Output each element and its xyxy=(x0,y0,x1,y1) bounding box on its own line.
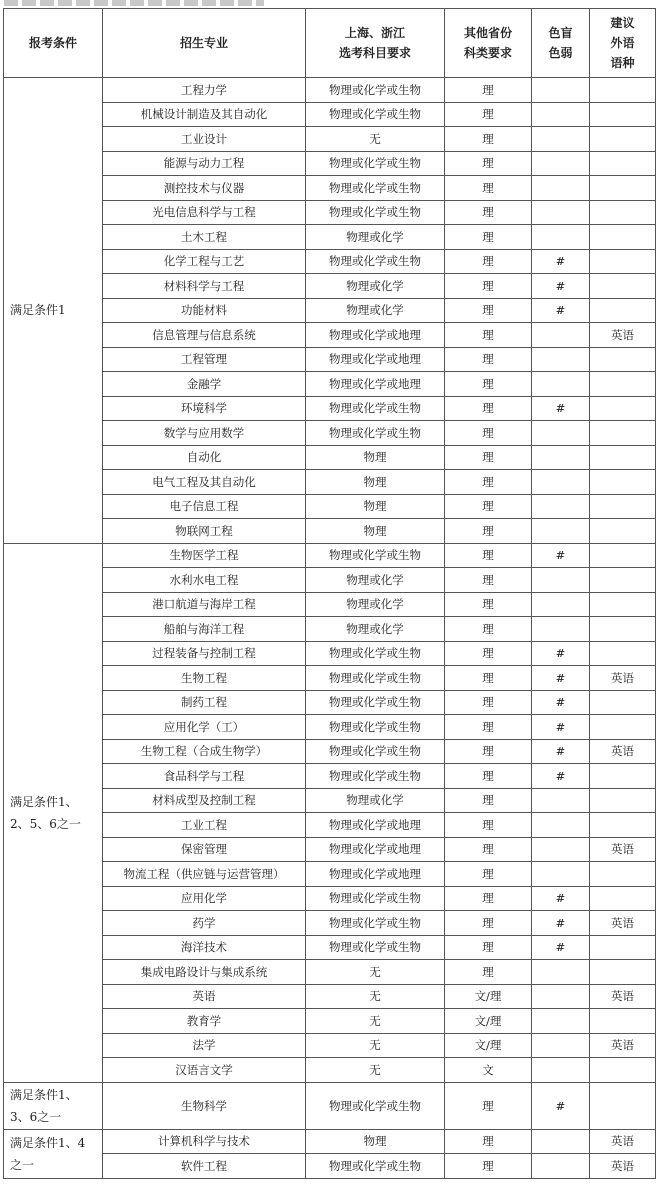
color-blind-mark-cell xyxy=(532,519,590,544)
subject-requirement-cell: 物理或化学或生物 xyxy=(306,886,445,911)
color-blind-mark-cell: # xyxy=(532,935,590,960)
color-blind-mark-cell: # xyxy=(532,1082,590,1129)
color-blind-mark-cell xyxy=(532,421,590,446)
category-requirement-cell: 理 xyxy=(445,78,532,103)
major-cell: 应用化学（工） xyxy=(103,715,306,740)
subject-requirement-cell: 物理或化学或生物 xyxy=(306,666,445,691)
subject-requirement-cell: 物理或化学 xyxy=(306,617,445,642)
subject-requirement-cell: 物理或化学或生物 xyxy=(306,715,445,740)
major-cell: 制药工程 xyxy=(103,690,306,715)
major-cell: 机械设计制造及其自动化 xyxy=(103,102,306,127)
table-row xyxy=(4,1129,656,1154)
suggested-language-cell xyxy=(590,274,656,299)
subject-requirement-cell: 物理或化学 xyxy=(306,568,445,593)
category-requirement-cell: 理 xyxy=(445,788,532,813)
condition-cell: 满足条件1 xyxy=(4,78,103,544)
major-cell: 水利水电工程 xyxy=(103,568,306,593)
subject-requirement-cell: 物理或化学或生物 xyxy=(306,764,445,789)
category-requirement-cell: 理 xyxy=(445,151,532,176)
suggested-language-cell xyxy=(590,715,656,740)
major-cell: 生物工程（合成生物学） xyxy=(103,739,306,764)
category-requirement-cell: 理 xyxy=(445,347,532,372)
suggested-language-cell xyxy=(590,102,656,127)
major-cell: 光电信息科学与工程 xyxy=(103,200,306,225)
subject-requirement-cell: 物理 xyxy=(306,445,445,470)
category-requirement-cell: 理 xyxy=(445,102,532,127)
category-requirement-cell: 理 xyxy=(445,445,532,470)
category-requirement-cell: 理 xyxy=(445,323,532,348)
major-cell: 信息管理与信息系统 xyxy=(103,323,306,348)
subject-requirement-cell: 物理 xyxy=(306,470,445,495)
category-requirement-cell: 理 xyxy=(445,911,532,936)
table-row xyxy=(4,78,656,103)
color-blind-mark-cell xyxy=(532,102,590,127)
header-shanghai-zhejiang: 上海、浙江 选考科目要求 xyxy=(306,9,445,78)
category-requirement-cell: 理 xyxy=(445,1082,532,1129)
header-major: 招生专业 xyxy=(103,9,306,78)
color-blind-mark-cell xyxy=(532,470,590,495)
color-blind-mark-cell xyxy=(532,176,590,201)
major-cell: 保密管理 xyxy=(103,837,306,862)
major-cell: 工程管理 xyxy=(103,347,306,372)
category-requirement-cell: 理 xyxy=(445,372,532,397)
color-blind-mark-cell: # xyxy=(532,298,590,323)
major-cell: 物联网工程 xyxy=(103,519,306,544)
major-cell: 过程装备与控制工程 xyxy=(103,641,306,666)
subject-requirement-cell: 物理或化学或生物 xyxy=(306,1082,445,1129)
subject-requirement-cell: 物理或化学或生物 xyxy=(306,690,445,715)
category-requirement-cell: 理 xyxy=(445,225,532,250)
color-blind-mark-cell xyxy=(532,1009,590,1034)
category-requirement-cell: 理 xyxy=(445,519,532,544)
subject-requirement-cell: 无 xyxy=(306,960,445,985)
category-requirement-cell: 理 xyxy=(445,617,532,642)
header-row xyxy=(4,9,656,78)
major-cell: 软件工程 xyxy=(103,1154,306,1179)
major-cell: 测控技术与仪器 xyxy=(103,176,306,201)
top-cropped-text-line xyxy=(4,0,264,6)
color-blind-mark-cell: # xyxy=(532,666,590,691)
subject-requirement-cell: 物理或化学或地理 xyxy=(306,813,445,838)
suggested-language-cell: 英语 xyxy=(590,323,656,348)
major-cell: 能源与动力工程 xyxy=(103,151,306,176)
category-requirement-cell: 理 xyxy=(445,1129,532,1154)
suggested-language-cell: 英语 xyxy=(590,911,656,936)
color-blind-mark-cell xyxy=(532,347,590,372)
subject-requirement-cell: 物理或化学或生物 xyxy=(306,78,445,103)
color-blind-mark-cell: # xyxy=(532,641,590,666)
suggested-language-cell xyxy=(590,592,656,617)
suggested-language-cell xyxy=(590,935,656,960)
color-blind-mark-cell: # xyxy=(532,715,590,740)
subject-requirement-cell: 无 xyxy=(306,1033,445,1058)
category-requirement-cell: 理 xyxy=(445,200,532,225)
subject-requirement-cell: 物理或化学或生物 xyxy=(306,176,445,201)
condition-cell: 满足条件1、4 之一 xyxy=(4,1129,103,1178)
major-cell: 计算机科学与技术 xyxy=(103,1129,306,1154)
color-blind-mark-cell xyxy=(532,1129,590,1154)
subject-requirement-cell: 无 xyxy=(306,127,445,152)
suggested-language-cell xyxy=(590,543,656,568)
subject-requirement-cell: 物理或化学或生物 xyxy=(306,1154,445,1179)
condition-cell: 满足条件1、 3、6之一 xyxy=(4,1082,103,1129)
suggested-language-cell xyxy=(590,127,656,152)
subject-requirement-cell: 物理 xyxy=(306,1129,445,1154)
category-requirement-cell: 理 xyxy=(445,813,532,838)
major-cell: 药学 xyxy=(103,911,306,936)
major-cell: 电气工程及其自动化 xyxy=(103,470,306,495)
subject-requirement-cell: 物理或化学 xyxy=(306,274,445,299)
subject-requirement-cell: 物理或化学或生物 xyxy=(306,200,445,225)
major-cell: 工程力学 xyxy=(103,78,306,103)
header-color-blind: 色盲 色弱 xyxy=(532,9,590,78)
subject-requirement-cell: 物理或化学 xyxy=(306,788,445,813)
color-blind-mark-cell xyxy=(532,127,590,152)
suggested-language-cell xyxy=(590,445,656,470)
suggested-language-cell xyxy=(590,788,656,813)
subject-requirement-cell: 物理或化学或地理 xyxy=(306,347,445,372)
subject-requirement-cell: 物理或化学或地理 xyxy=(306,862,445,887)
major-cell: 自动化 xyxy=(103,445,306,470)
suggested-language-cell xyxy=(590,862,656,887)
color-blind-mark-cell xyxy=(532,617,590,642)
major-cell: 工业工程 xyxy=(103,813,306,838)
table-row xyxy=(4,543,656,568)
suggested-language-cell xyxy=(590,151,656,176)
suggested-language-cell xyxy=(590,249,656,274)
subject-requirement-cell: 物理或化学或生物 xyxy=(306,543,445,568)
suggested-language-cell xyxy=(590,568,656,593)
suggested-language-cell xyxy=(590,396,656,421)
subject-requirement-cell: 物理或化学或生物 xyxy=(306,421,445,446)
category-requirement-cell: 理 xyxy=(445,249,532,274)
color-blind-mark-cell xyxy=(532,568,590,593)
suggested-language-cell xyxy=(590,372,656,397)
color-blind-mark-cell xyxy=(532,837,590,862)
subject-requirement-cell: 物理或化学或生物 xyxy=(306,911,445,936)
major-cell: 法学 xyxy=(103,1033,306,1058)
header-language: 建议 外语 语种 xyxy=(590,9,656,78)
suggested-language-cell: 英语 xyxy=(590,1129,656,1154)
color-blind-mark-cell: # xyxy=(532,274,590,299)
subject-requirement-cell: 无 xyxy=(306,1009,445,1034)
major-cell: 船舶与海洋工程 xyxy=(103,617,306,642)
header-other-provinces: 其他省份 科类要求 xyxy=(445,9,532,78)
category-requirement-cell: 理 xyxy=(445,543,532,568)
major-cell: 电子信息工程 xyxy=(103,494,306,519)
major-cell: 土木工程 xyxy=(103,225,306,250)
suggested-language-cell: 英语 xyxy=(590,1033,656,1058)
suggested-language-cell: 英语 xyxy=(590,1154,656,1179)
subject-requirement-cell: 物理或化学或生物 xyxy=(306,151,445,176)
subject-requirement-cell: 物理或化学或生物 xyxy=(306,935,445,960)
major-cell: 化学工程与工艺 xyxy=(103,249,306,274)
category-requirement-cell: 理 xyxy=(445,960,532,985)
color-blind-mark-cell: # xyxy=(532,911,590,936)
subject-requirement-cell: 物理或化学 xyxy=(306,592,445,617)
category-requirement-cell: 理 xyxy=(445,298,532,323)
major-cell: 生物工程 xyxy=(103,666,306,691)
category-requirement-cell: 理 xyxy=(445,641,532,666)
suggested-language-cell xyxy=(590,813,656,838)
color-blind-mark-cell xyxy=(532,372,590,397)
subject-requirement-cell: 无 xyxy=(306,984,445,1009)
suggested-language-cell xyxy=(590,617,656,642)
suggested-language-cell xyxy=(590,298,656,323)
admission-requirements-table xyxy=(3,8,656,1179)
category-requirement-cell: 理 xyxy=(445,127,532,152)
color-blind-mark-cell: # xyxy=(532,543,590,568)
suggested-language-cell xyxy=(590,200,656,225)
subject-requirement-cell: 物理或化学或地理 xyxy=(306,372,445,397)
suggested-language-cell xyxy=(590,1009,656,1034)
color-blind-mark-cell xyxy=(532,200,590,225)
major-cell: 金融学 xyxy=(103,372,306,397)
subject-requirement-cell: 物理或化学 xyxy=(306,225,445,250)
category-requirement-cell: 理 xyxy=(445,470,532,495)
suggested-language-cell xyxy=(590,347,656,372)
major-cell: 数学与应用数学 xyxy=(103,421,306,446)
color-blind-mark-cell xyxy=(532,494,590,519)
suggested-language-cell xyxy=(590,886,656,911)
suggested-language-cell xyxy=(590,1082,656,1129)
color-blind-mark-cell xyxy=(532,225,590,250)
suggested-language-cell: 英语 xyxy=(590,984,656,1009)
suggested-language-cell xyxy=(590,421,656,446)
color-blind-mark-cell: # xyxy=(532,396,590,421)
suggested-language-cell xyxy=(590,690,656,715)
category-requirement-cell: 理 xyxy=(445,935,532,960)
category-requirement-cell: 理 xyxy=(445,739,532,764)
color-blind-mark-cell xyxy=(532,1033,590,1058)
category-requirement-cell: 理 xyxy=(445,715,532,740)
major-cell: 环境科学 xyxy=(103,396,306,421)
color-blind-mark-cell xyxy=(532,1058,590,1083)
suggested-language-cell xyxy=(590,470,656,495)
subject-requirement-cell: 物理或化学 xyxy=(306,298,445,323)
category-requirement-cell: 理 xyxy=(445,396,532,421)
major-cell: 食品科学与工程 xyxy=(103,764,306,789)
condition-cell: 满足条件1、 2、5、6之一 xyxy=(4,543,103,1082)
color-blind-mark-cell: # xyxy=(532,739,590,764)
category-requirement-cell: 理 xyxy=(445,764,532,789)
major-cell: 集成电路设计与集成系统 xyxy=(103,960,306,985)
table-row xyxy=(4,1082,656,1129)
major-cell: 英语 xyxy=(103,984,306,1009)
major-cell: 工业设计 xyxy=(103,127,306,152)
color-blind-mark-cell xyxy=(532,1154,590,1179)
subject-requirement-cell: 物理或化学或地理 xyxy=(306,323,445,348)
subject-requirement-cell: 物理或化学或生物 xyxy=(306,249,445,274)
subject-requirement-cell: 物理或化学或生物 xyxy=(306,739,445,764)
suggested-language-cell: 英语 xyxy=(590,666,656,691)
category-requirement-cell: 理 xyxy=(445,690,532,715)
subject-requirement-cell: 物理 xyxy=(306,494,445,519)
subject-requirement-cell: 物理或化学或生物 xyxy=(306,396,445,421)
category-requirement-cell: 理 xyxy=(445,421,532,446)
major-cell: 应用化学 xyxy=(103,886,306,911)
suggested-language-cell xyxy=(590,764,656,789)
color-blind-mark-cell: # xyxy=(532,886,590,911)
suggested-language-cell: 英语 xyxy=(590,739,656,764)
category-requirement-cell: 理 xyxy=(445,886,532,911)
color-blind-mark-cell xyxy=(532,323,590,348)
major-cell: 物流工程（供应链与运营管理） xyxy=(103,862,306,887)
subject-requirement-cell: 无 xyxy=(306,1058,445,1083)
color-blind-mark-cell xyxy=(532,78,590,103)
category-requirement-cell: 理 xyxy=(445,837,532,862)
color-blind-mark-cell xyxy=(532,788,590,813)
category-requirement-cell: 文/理 xyxy=(445,984,532,1009)
major-cell: 材料科学与工程 xyxy=(103,274,306,299)
suggested-language-cell xyxy=(590,225,656,250)
category-requirement-cell: 文/理 xyxy=(445,1033,532,1058)
major-cell: 汉语言文学 xyxy=(103,1058,306,1083)
major-cell: 材料成型及控制工程 xyxy=(103,788,306,813)
category-requirement-cell: 理 xyxy=(445,274,532,299)
suggested-language-cell xyxy=(590,494,656,519)
table-body xyxy=(4,78,656,1179)
subject-requirement-cell: 物理或化学或生物 xyxy=(306,102,445,127)
suggested-language-cell xyxy=(590,78,656,103)
color-blind-mark-cell: # xyxy=(532,764,590,789)
subject-requirement-cell: 物理 xyxy=(306,519,445,544)
color-blind-mark-cell xyxy=(532,445,590,470)
suggested-language-cell xyxy=(590,176,656,201)
header-condition: 报考条件 xyxy=(4,9,103,78)
color-blind-mark-cell xyxy=(532,151,590,176)
suggested-language-cell: 英语 xyxy=(590,837,656,862)
category-requirement-cell: 理 xyxy=(445,862,532,887)
color-blind-mark-cell xyxy=(532,592,590,617)
category-requirement-cell: 理 xyxy=(445,176,532,201)
suggested-language-cell xyxy=(590,1058,656,1083)
color-blind-mark-cell: # xyxy=(532,690,590,715)
major-cell: 教育学 xyxy=(103,1009,306,1034)
category-requirement-cell: 理 xyxy=(445,568,532,593)
color-blind-mark-cell xyxy=(532,862,590,887)
suggested-language-cell xyxy=(590,960,656,985)
major-cell: 功能材料 xyxy=(103,298,306,323)
major-cell: 生物科学 xyxy=(103,1082,306,1129)
category-requirement-cell: 理 xyxy=(445,666,532,691)
category-requirement-cell: 理 xyxy=(445,494,532,519)
color-blind-mark-cell: # xyxy=(532,249,590,274)
category-requirement-cell: 理 xyxy=(445,592,532,617)
category-requirement-cell: 理 xyxy=(445,1154,532,1179)
major-cell: 海洋技术 xyxy=(103,935,306,960)
suggested-language-cell xyxy=(590,519,656,544)
major-cell: 生物医学工程 xyxy=(103,543,306,568)
color-blind-mark-cell xyxy=(532,960,590,985)
category-requirement-cell: 文 xyxy=(445,1058,532,1083)
color-blind-mark-cell xyxy=(532,984,590,1009)
category-requirement-cell: 文/理 xyxy=(445,1009,532,1034)
subject-requirement-cell: 物理或化学或生物 xyxy=(306,641,445,666)
color-blind-mark-cell xyxy=(532,813,590,838)
major-cell: 港口航道与海岸工程 xyxy=(103,592,306,617)
subject-requirement-cell: 物理或化学或地理 xyxy=(306,837,445,862)
suggested-language-cell xyxy=(590,641,656,666)
